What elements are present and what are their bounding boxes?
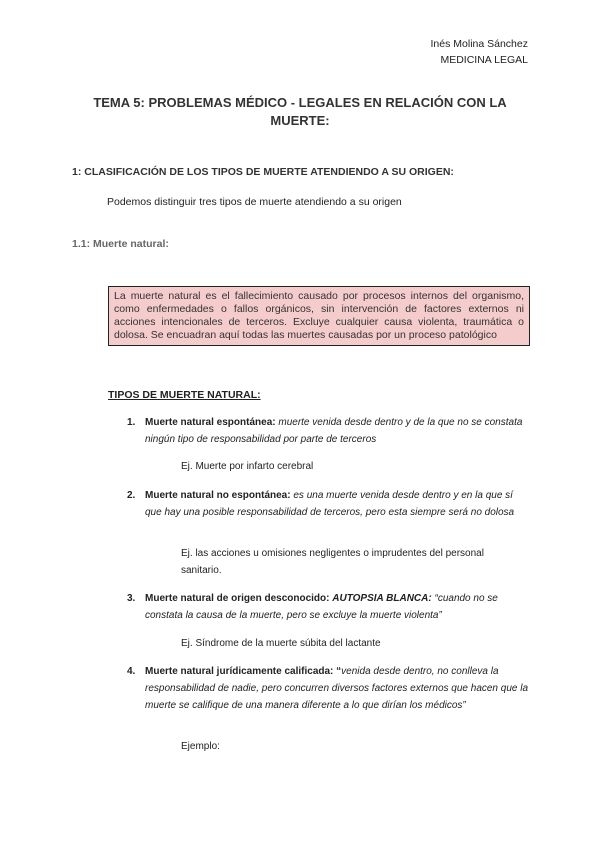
item-number: 1.: [127, 417, 136, 428]
list-item: [127, 590, 530, 624]
item-label: Muerte natural jurídicamente calificada:: [145, 666, 334, 677]
item-text: “cuando no se constata la causa de la muerte, pero se excluye la muerte violenta”: [145, 593, 498, 621]
item-text: es una muerte venida desde dentro y en la que sí que hay una posible responsabilidad de terceros, pero esta siempre será no dolosa: [145, 490, 515, 518]
item-text: muerte venida desde dentro y de la que no se constata ningún tipo de responsabilidad por parte de terceros: [145, 417, 523, 445]
item-number: 2.: [127, 490, 136, 501]
item-number: 4.: [127, 666, 136, 677]
item-example: Ej. las acciones u omisiones negligentes o imprudentes del personal sanitario.: [181, 548, 484, 576]
item-sublabel: AUTOPSIA BLANCA:: [332, 593, 432, 604]
item-example: Ej. Muerte por infarto cerebral: [181, 461, 314, 472]
subsection-heading: 1.1: Muerte natural:: [72, 238, 169, 250]
list-item: [127, 663, 530, 714]
section-intro: Podemos distinguir tres tipos de muerte atendiendo a su origen: [107, 196, 402, 208]
subject-name: MEDICINA LEGAL: [440, 54, 528, 66]
author-name: Inés Molina Sánchez: [430, 38, 528, 50]
page-title: TEMA 5: PROBLEMAS MÉDICO - LEGALES EN RELACIÓN CON LA MUERTE:: [93, 95, 507, 128]
item-label: Muerte natural no espontánea:: [145, 490, 291, 501]
item-example: Ejemplo:: [181, 741, 220, 752]
tipos-heading: TIPOS DE MUERTE NATURAL:: [108, 389, 261, 401]
author-header: [431, 36, 528, 68]
item-number: 3.: [127, 593, 136, 604]
item-text: venida desde dentro, no conlleva la responsabilidad de nadie, pero concurren diversos factores externos que hacen que la muerte se califique de una manera diferente a lo que dirían los médicos”: [145, 666, 529, 711]
list-item: [127, 414, 530, 448]
definition-box: La muerte natural es el fallecimiento causado por procesos internos del organismo, como enfermedades o fallos orgánicos, sin intervención de factores externos ni acciones intencionales de terceros. Excluye cualquier causa violenta, traumática o dolosa. Se encuadran aquí todas las muertes causadas por un proceso patológico: [108, 286, 530, 346]
item-label: Muerte natural espontánea:: [145, 417, 276, 428]
section-heading: 1: CLASIFICACIÓN DE LOS TIPOS DE MUERTE ATENDIENDO A SU ORIGEN:: [72, 166, 454, 178]
item-example: Ej. Síndrome de la muerte súbita del lactante: [181, 638, 381, 649]
list-item: [127, 487, 530, 521]
item-quote-open: “: [336, 666, 342, 677]
item-label: Muerte natural de origen desconocido:: [145, 593, 330, 604]
